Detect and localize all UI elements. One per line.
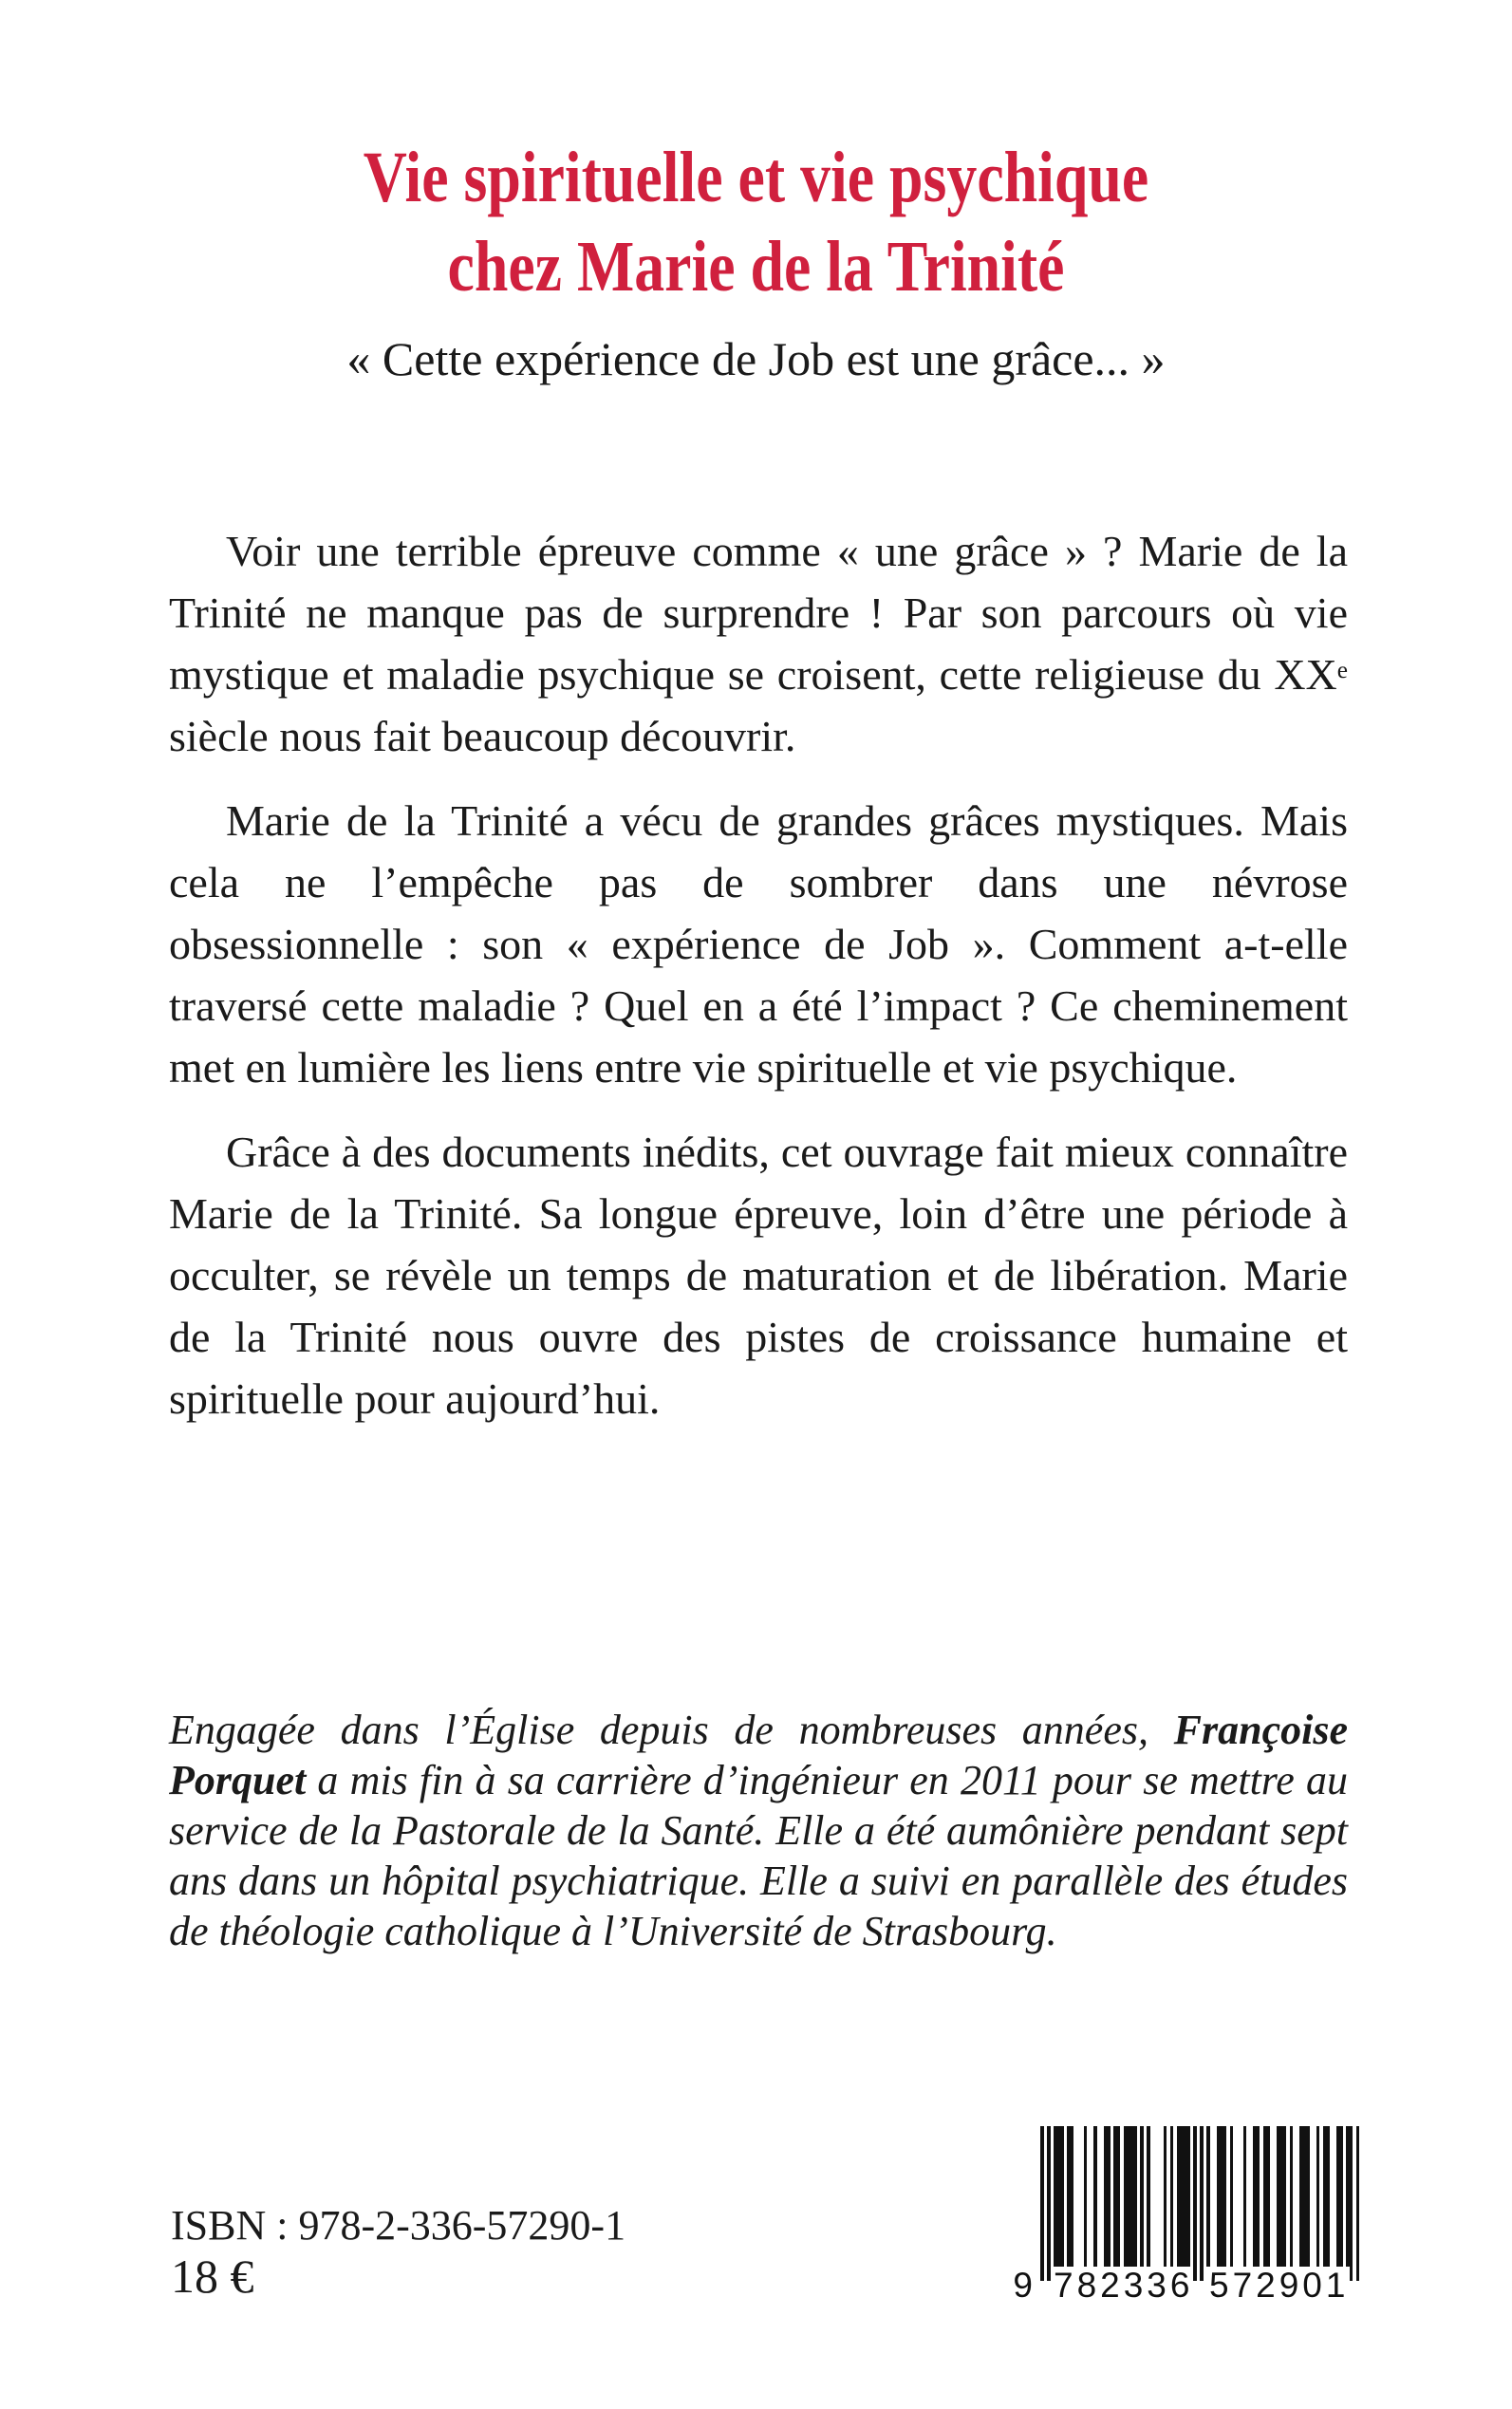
barcode-digits-right: 572901 (1209, 2266, 1350, 2305)
price-text: 18 € (171, 2250, 254, 2303)
book-subtitle: « Cette expérience de Job est une grâce... » (346, 332, 1166, 385)
barcode-bar (1356, 2126, 1360, 2281)
barcode-digits-left: 782336 (1054, 2266, 1194, 2305)
body-paragraph: Grâce à des documents inédits, cet ouvrage fait mieux connaître Marie de la Trinité. Sa longue épreuve, loin d’être une période à occulter, se révèle un temps de maturation et de libération. Marie de la Trinité nous ouvre des pistes de croissance humaine et spirituelle pour aujourd’hui. (169, 1128, 1348, 1423)
book-title-line2: chez Marie de la Trinité (447, 227, 1065, 307)
body-paragraph: Voir une terrible épreuve comme « une grâce » ? Marie de la Trinité ne manque pas de surprendre ! Par son parcours où vie mystique et maladie psychique se croisent, cette religieuse du XXe siècle nous fait beaucoup découvrir. (169, 527, 1348, 760)
body-paragraph: Marie de la Trinité a vécu de grandes grâces mystiques. Mais cela ne l’empêche pas de sombrer dans une névrose obsessionnelle : son « expérience de Job ». Comment a-t-elle traversé cette maladie ? Quel en a été l’impact ? Ce cheminement met en lumière les liens entre vie spirituelle et vie psychique. (169, 796, 1348, 1092)
book-title-line1: Vie spirituelle et vie psychique (363, 138, 1149, 217)
ean13-barcode-bars (1040, 2126, 1359, 2281)
barcode-digit-first: 9 (1013, 2266, 1033, 2305)
back-cover-text (169, 520, 1348, 1429)
page-title (121, 133, 1391, 311)
isbn-text: ISBN : 978-2-336-57290-1 (171, 2202, 626, 2249)
author-bio: Engagée dans l’Église depuis de nombreuses années, Françoise Porquet a mis fin à sa carrière d’ingénieur en 2011 pour se mettre au service de la Pastorale de la Santé. Elle a été aumônière pendant sept ans dans un hôpital psychiatrique. Elle a suivi en parallèle des études de théologie catholique à l’Université de Strasbourg. (169, 1707, 1348, 1954)
